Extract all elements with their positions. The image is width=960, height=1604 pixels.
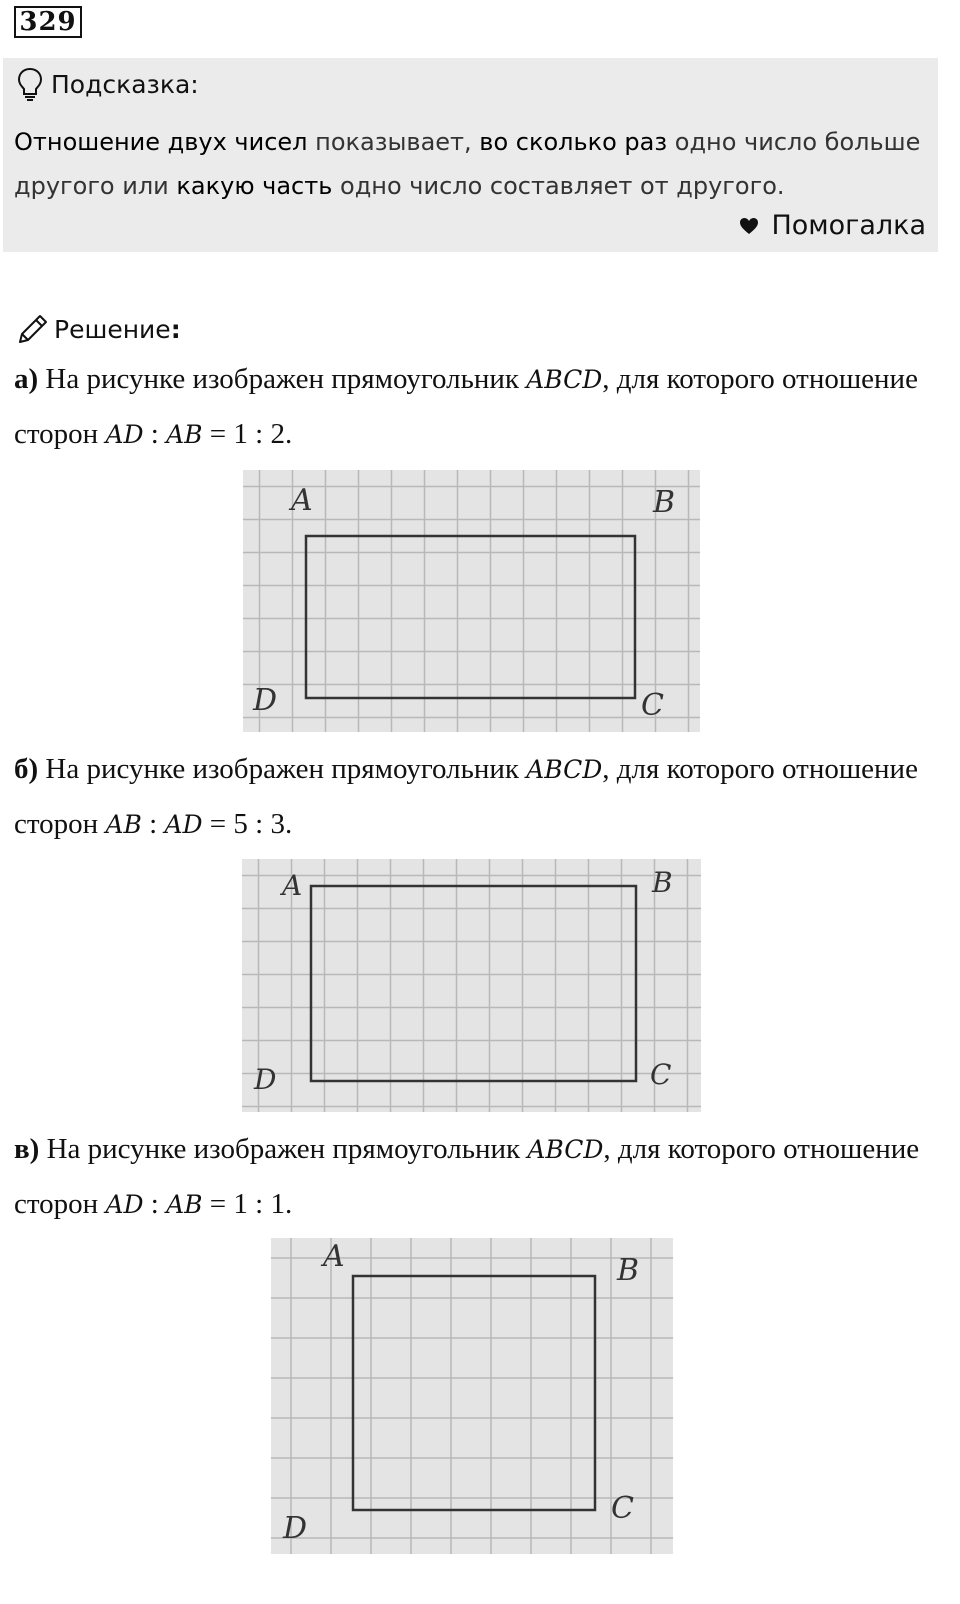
vertex-label-c: C	[641, 688, 664, 723]
task-b-figure: ABCD	[526, 755, 603, 784]
task-c-text-mid: , для которого отношение сторон	[14, 1133, 920, 1220]
task-b-text: На рисунке изображен прямоугольник	[38, 753, 527, 785]
task-b	[14, 742, 934, 852]
task-c-ratio: = 1 : 1.	[202, 1188, 293, 1220]
pencil-icon	[16, 312, 50, 346]
task-b-side1: AB	[105, 810, 142, 839]
hint-text-2: одно число больше другого или	[14, 128, 921, 200]
vertex-label-c: C	[650, 1058, 672, 1091]
task-c-side2: AB	[166, 1190, 203, 1219]
hint-box	[3, 58, 938, 252]
lightbulb-icon	[17, 67, 43, 101]
task-a-text: На рисунке изображен прямоугольник	[38, 363, 527, 395]
vertex-label-d: D	[254, 1063, 277, 1096]
credit-label: Помогалка	[771, 210, 926, 241]
task-b-side2: AD	[164, 810, 203, 839]
hint-term-how-many-times: во сколько раз	[479, 128, 668, 156]
task-a-side1: AD	[105, 420, 144, 449]
figure-c-photo	[271, 1238, 673, 1554]
vertex-label-c: C	[611, 1491, 634, 1526]
task-a-ratio: = 1 : 2.	[202, 418, 293, 450]
task-a-figure: ABCD	[526, 365, 603, 394]
credit	[739, 210, 926, 241]
exercise-number: 329	[14, 6, 82, 38]
hint-header	[17, 66, 199, 102]
task-a-sep: :	[143, 418, 167, 450]
task-a	[14, 352, 934, 462]
figure-b-photo	[242, 859, 701, 1112]
solution-title-colon: :	[170, 314, 181, 344]
task-c-sep: :	[143, 1188, 167, 1220]
task-a-side2: AB	[166, 420, 203, 449]
task-a-text-mid: , для которого отношение сторон	[14, 363, 918, 450]
task-c-side1: AD	[105, 1190, 144, 1219]
heart-icon	[739, 217, 759, 235]
vertex-label-d: D	[283, 1511, 308, 1546]
task-c-text: На рисунке изображен прямоугольник	[39, 1133, 528, 1165]
hint-text	[14, 120, 924, 208]
hint-term-which-part: какую часть	[176, 172, 333, 200]
vertex-label-b: B	[652, 866, 673, 899]
figure-a-photo	[243, 470, 700, 732]
task-b-text-mid: , для которого отношение сторон	[14, 753, 918, 840]
task-c-figure: ABCD	[527, 1135, 604, 1164]
task-a-label: а)	[14, 363, 39, 395]
hint-title: Подсказка:	[51, 69, 199, 99]
task-b-ratio: = 5 : 3.	[202, 808, 293, 840]
task-c	[14, 1122, 934, 1232]
vertex-label-b: B	[617, 1253, 640, 1288]
solution-title: Решение	[54, 314, 171, 344]
task-b-label: б)	[14, 753, 39, 785]
task-c-label: в)	[14, 1133, 40, 1165]
hint-text-1: показывает,	[307, 128, 480, 156]
solution-header	[16, 312, 181, 346]
vertex-label-b: B	[653, 485, 676, 520]
vertex-label-a: A	[323, 1239, 345, 1274]
task-b-sep: :	[141, 808, 165, 840]
vertex-label-a: A	[291, 483, 313, 518]
hint-text-3: одно число составляет от другого.	[332, 172, 785, 200]
vertex-label-d: D	[253, 683, 278, 718]
vertex-label-a: A	[282, 869, 303, 902]
hint-term-ratio: Отношение двух чисел	[14, 128, 308, 156]
